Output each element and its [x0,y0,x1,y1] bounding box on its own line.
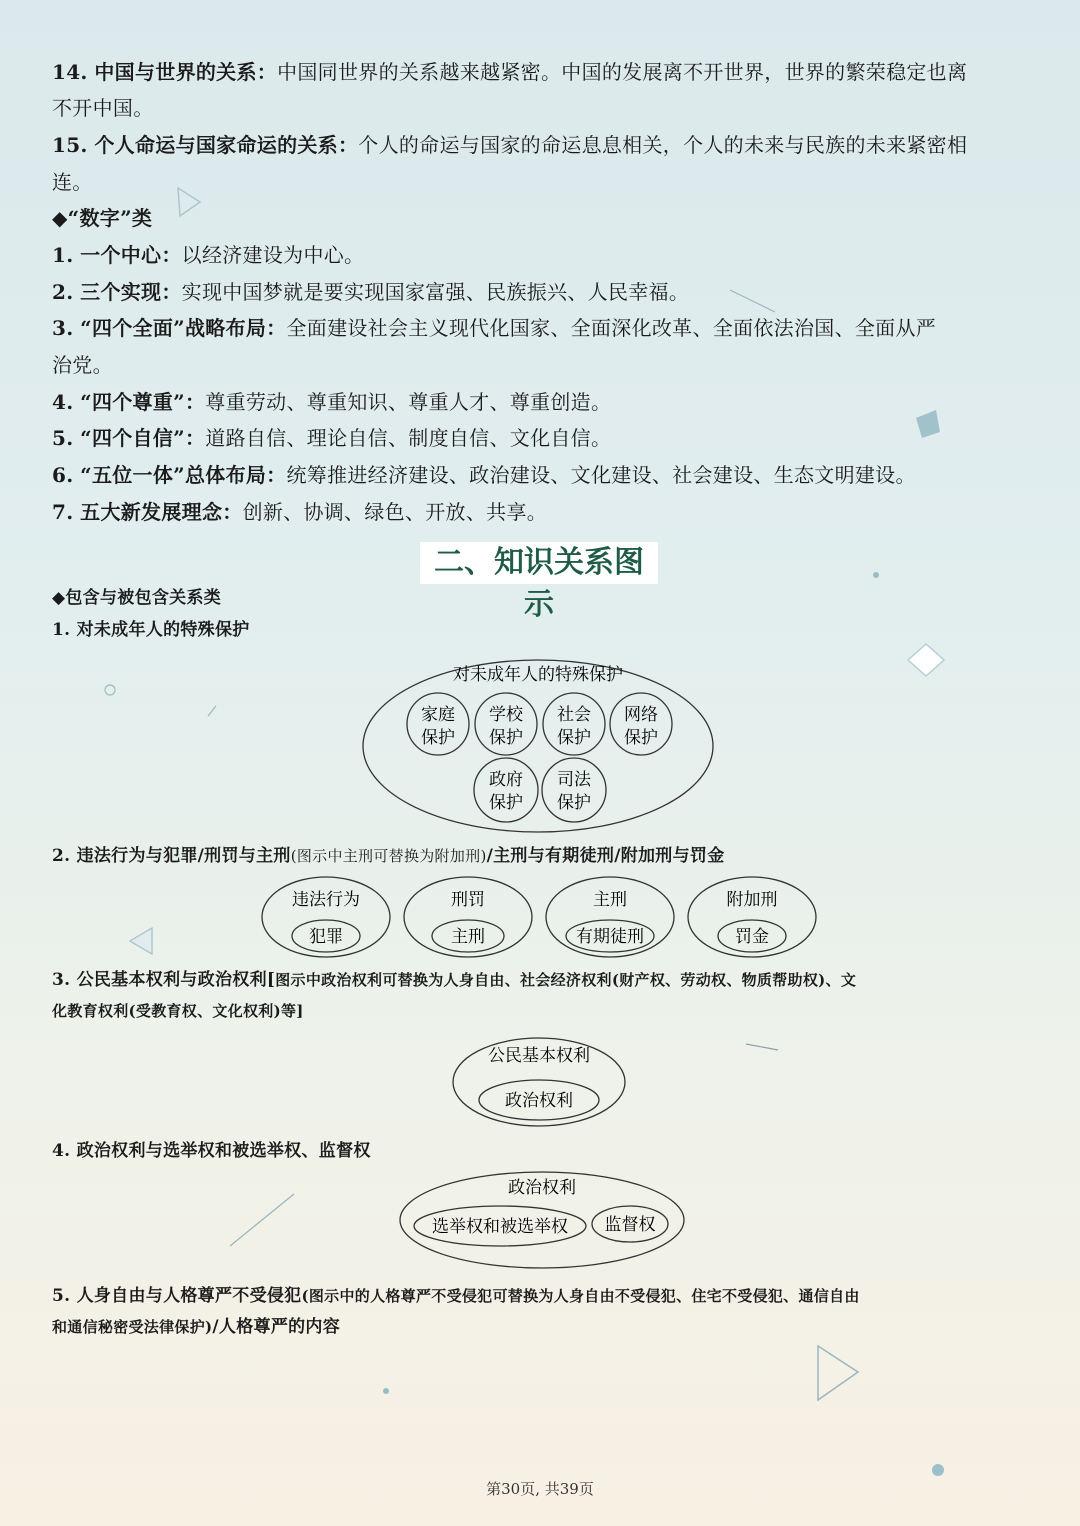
svg-text:主刑: 主刑 [451,927,485,947]
svg-text:刑罚: 刑罚 [451,890,485,910]
diagram-inner-label: 监督权 [604,1215,656,1235]
svg-text:保护: 保护 [557,728,591,748]
diagram-outer-label: 公民基本权利 [488,1046,590,1066]
item-title: 五大新发展理念： [80,500,243,524]
svg-text:保护: 保护 [489,793,523,813]
item-text: 创新、协调、绿色、开放、共享。 [242,500,548,524]
item-text: 以经济建设为中心。 [181,243,365,267]
heading-note: (图示中主刑可替换为附加刑) [290,847,487,865]
circle-judicial [542,758,606,822]
item-number: 6. [52,463,74,487]
item-number: 5. [52,426,74,450]
circle-school [475,693,537,755]
svg-text:网络: 网络 [624,705,658,725]
item-number: 3. [52,316,74,340]
diagram-2-heading [52,838,1030,874]
item-number: 4. [52,390,74,414]
svg-text:学校: 学校 [489,705,523,725]
item-text: 尊重劳动、尊重知识、尊重人才、尊重创造。 [205,390,612,414]
diagram-inner-label: 选举权和被选举权 [432,1217,568,1237]
numbers-item [52,384,1030,420]
pair-penalty-principal [404,877,532,957]
svg-text:司法: 司法 [557,770,591,790]
pair-principal-imprisonment [546,877,674,957]
svg-text:保护: 保护 [421,728,455,748]
item-title: “五位一体”总体布局： [80,463,287,487]
item-text: 个人的命运与国家的命运息息相关，个人的未来与民族的未来紧密相 [358,133,968,157]
heading-part: 2. 违法行为与犯罪/刑罚与主刑 [52,846,291,866]
item-15 [52,127,1030,163]
circle-family [407,693,469,755]
item-15-cont: 连。 [52,170,93,194]
diagram-basic-rights [450,1034,630,1132]
svg-text:家庭: 家庭 [421,705,455,725]
item-title: 个人命运与国家命运的关系： [94,133,359,157]
page-number: 第30页, 共39页 [486,1480,594,1498]
item-number: 1. [52,243,74,267]
circle-society [543,693,605,755]
diagram-inner-label: 政治权利 [505,1091,573,1111]
section-title: 二、知识关系图示 [420,542,658,584]
heading-part: /人格尊严的内容 [212,1317,341,1337]
diagram-outer-label: 对未成年人的特殊保护 [453,665,623,685]
circle-network [610,693,672,755]
item-title: 中国与世界的关系： [94,60,278,84]
heading-part: /主刑与有期徒刑/附加刑与罚金 [486,846,725,866]
pair-illegal-crime [262,877,390,957]
item-title: “四个全面”战略布局： [80,316,287,340]
heading-note: 和通信秘密受法律保护) [52,1318,213,1336]
svg-text:犯罪: 犯罪 [309,927,343,947]
item-number: 2. [52,280,74,304]
heading-part: 5. 人身自由与人格尊严不受侵犯 [52,1286,302,1306]
numbers-item [52,237,1030,273]
item-title: “四个尊重”： [80,390,206,414]
numbers-item [52,310,1030,346]
svg-text:违法行为: 违法行为 [292,890,360,910]
svg-text:保护: 保护 [489,728,523,748]
svg-text:主刑: 主刑 [593,890,627,910]
diagram-penalty-pairs [256,872,826,964]
diagram-outer-label: 政治权利 [508,1178,576,1198]
item-text: 道路自信、理论自信、制度自信、文化自信。 [205,426,612,450]
diagram-4-heading: 4. 政治权利与选举权和被选举权、监督权 [52,1141,371,1161]
diagram-3-heading-cont: 化教育权利(受教育权、文化权利)等] [52,1002,304,1020]
item-text: 统筹推进经济建设、政治建设、文化建设、社会建设、生态文明建设。 [286,463,916,487]
item-number: 15. [52,133,88,157]
diagram-minor-protection [360,654,720,836]
heading-note: 图示中政治权利可替换为人身自由、社会经济权利(财产权、劳动权、物质帮助权)、文 [275,971,857,989]
circle-government [474,758,538,822]
svg-text:保护: 保护 [557,793,591,813]
svg-text:保护: 保护 [624,728,658,748]
item-number: 14. [52,60,88,84]
numbers-item [52,494,1030,530]
numbers-item [52,457,1030,493]
svg-text:社会: 社会 [557,705,591,725]
item-text: 中国同世界的关系越来越紧密。中国的发展离不开世界，世界的繁荣稳定也离 [277,60,968,84]
item-title: 一个中心： [80,243,182,267]
item-14-cont: 不开中国。 [52,96,154,120]
pair-supplementary-fine [688,877,816,957]
subheading: ◆包含与被包含关系类 [52,588,222,608]
heading-note: (图示中的人格尊严不受侵犯可替换为人身自由不受侵犯、住宅不受侵犯、通信自由 [301,1287,860,1305]
svg-text:附加刑: 附加刑 [726,890,778,910]
item-number: 7. [52,500,74,524]
diagram-5-heading-cont [52,1309,1030,1345]
item-14 [52,54,1030,90]
item-title: “四个自信”： [80,426,206,450]
svg-text:政府: 政府 [489,770,523,790]
numbers-item [52,274,1030,310]
item-text: 实现中国梦就是要实现国家富强、民族振兴、人民幸福。 [181,280,690,304]
item-title: 三个实现： [80,280,182,304]
heading-part: 3. 公民基本权利与政治权利[ [52,970,276,990]
numbers-item [52,420,1030,456]
item-text: 全面建设社会主义现代化国家、全面深化改革、全面依法治国、全面从严 [286,316,937,340]
diagram-1-heading: 1. 对未成年人的特殊保护 [52,620,250,640]
svg-text:罚金: 罚金 [735,927,769,947]
numbers-heading: ◆“数字”类 [52,206,153,230]
svg-text:有期徒刑: 有期徒刑 [576,927,644,947]
numbers-item-cont: 治党。 [52,353,113,377]
diagram-political-rights [396,1168,688,1272]
